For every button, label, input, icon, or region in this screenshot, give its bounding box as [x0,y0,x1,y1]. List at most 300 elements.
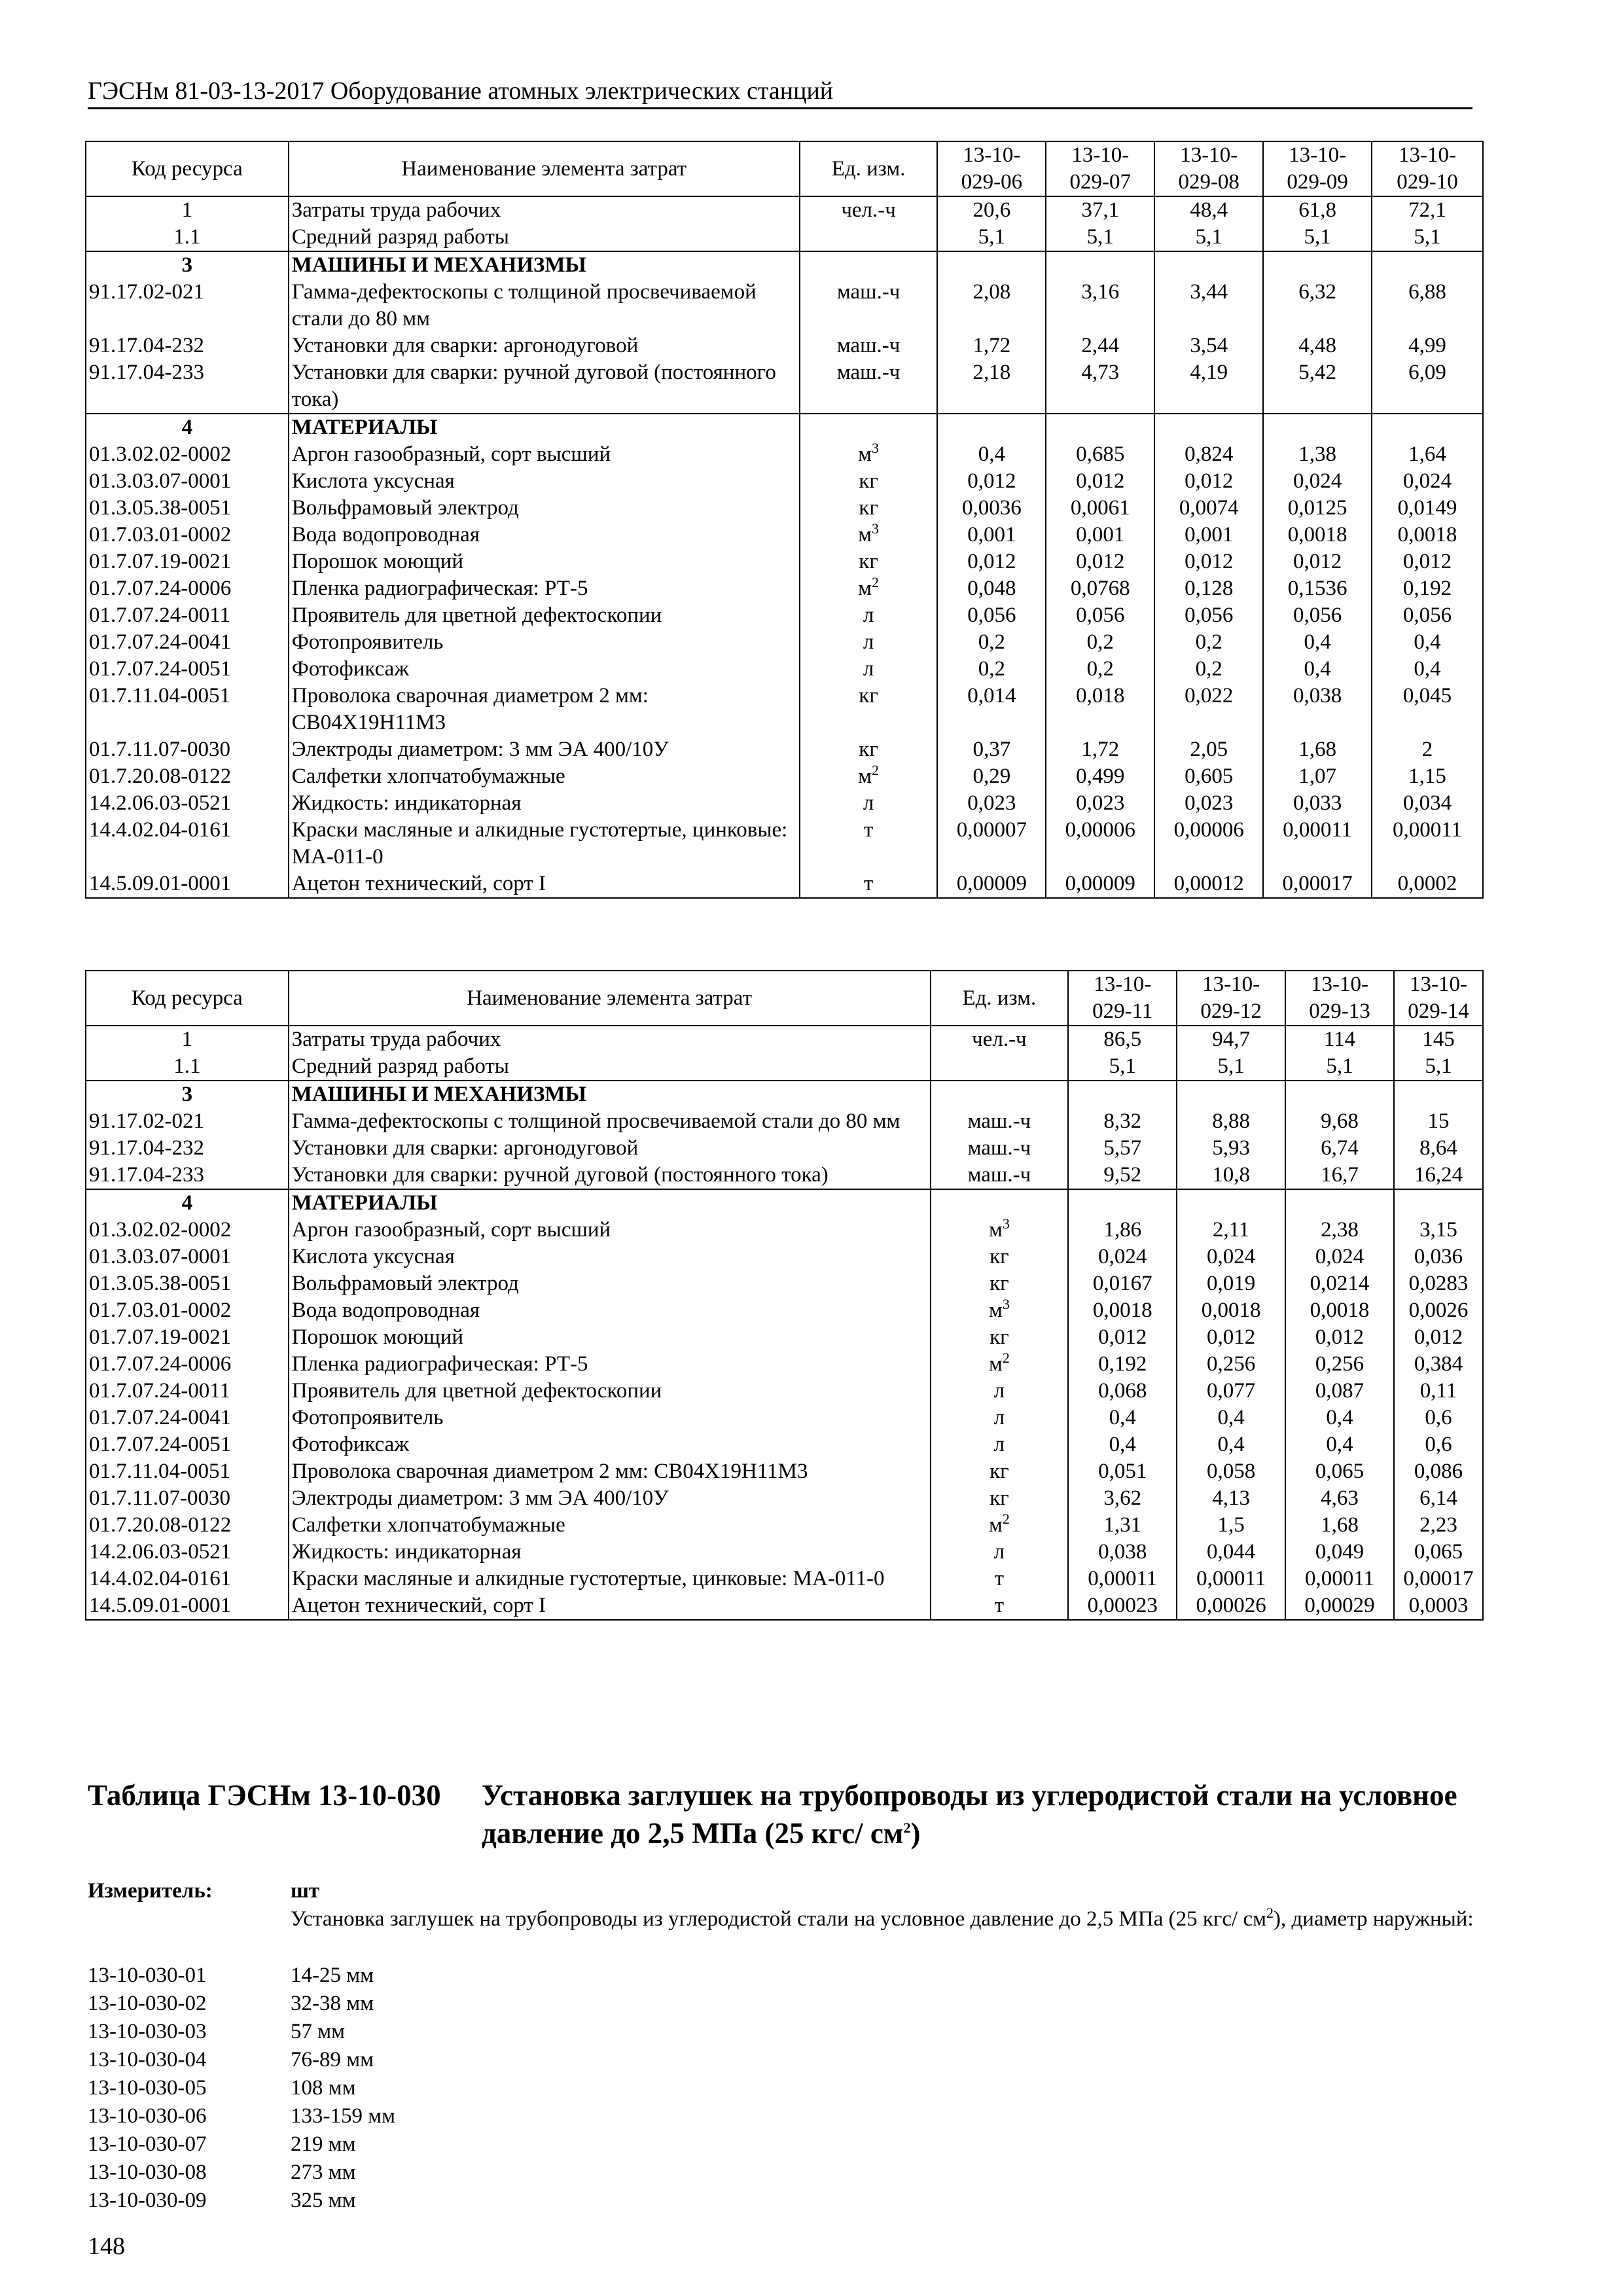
unit-exponent: 3 [1002,1215,1010,1232]
resource-code: 01.3.05.38-0051 [86,495,289,522]
resource-value: 0,034 [1372,790,1483,817]
measure-item-diameter: 325 мм [291,2189,356,2212]
unit-text: л [993,1379,1005,1403]
column-header: 13-10- 029-09 [1263,141,1372,196]
unit-text: маш.-ч [967,1109,1031,1133]
resource-value: 0,6 [1394,1405,1483,1431]
resource-unit [800,790,938,817]
resource-value: 0,4 [1068,1431,1177,1458]
resource-value: 1,68 [1263,736,1372,763]
resource-value: 4,48 [1263,332,1372,359]
resource-code: 01.7.07.19-0021 [86,1324,289,1351]
unit-text: л [863,791,874,815]
unit-text: кг [859,738,878,761]
resource-value: 0,065 [1394,1539,1483,1566]
resource-code: 01.7.07.24-0011 [86,602,289,629]
table-row [86,1431,1483,1458]
resource-name: Затраты труда рабочих [289,196,800,224]
resource-name: Фотопроявитель [289,629,800,656]
resource-value: 2,11 [1177,1217,1285,1244]
resource-unit [800,414,938,441]
resource-value: 0,058 [1177,1458,1285,1485]
resource-value: 0,2 [1046,656,1154,683]
resource-value [937,414,1046,441]
measure-item-code: 13-10-030-09 [88,2189,207,2212]
resource-value: 5,93 [1177,1135,1285,1162]
measure-item-code: 13-10-030-08 [88,2161,207,2184]
resource-name: Ацетон технический, сорт I [289,870,800,898]
table-row [86,1270,1483,1297]
resource-value: 0,023 [1154,790,1263,817]
resource-value [1154,251,1263,279]
resource-value: 0,056 [1154,602,1263,629]
table-row [86,790,1483,817]
measure-item [88,2102,677,2130]
resource-unit [931,1431,1069,1458]
resource-value [1046,414,1154,441]
resource-value: 0,038 [1263,683,1372,736]
resource-value: 8,32 [1068,1108,1177,1135]
resource-value: 0,00011 [1177,1566,1285,1592]
resource-value: 0,2 [1154,656,1263,683]
column-header: 13-10- 029-14 [1394,971,1483,1026]
resource-name: Порошок моющий [289,548,800,575]
resource-value: 0,4 [1263,656,1372,683]
resource-value [1177,1189,1285,1217]
resource-code: 1 [86,196,289,224]
resource-value: 0,023 [1046,790,1154,817]
unit-text: л [993,1406,1005,1429]
resource-value: 0,012 [1046,468,1154,495]
resource-code: 14.2.06.03-0521 [86,790,289,817]
resource-name: Порошок моющий [289,1324,931,1351]
resource-value: 0,056 [1046,602,1154,629]
table-row [86,359,1483,414]
resource-value: 0,012 [1285,1324,1394,1351]
resource-value: 0,00007 [937,817,1046,870]
resource-value: 1,64 [1372,441,1483,468]
resource-value: 15 [1394,1108,1483,1135]
unit-text: кг [990,1325,1009,1349]
table-row [86,1512,1483,1539]
resource-value: 0,00009 [1046,870,1154,898]
resource-value [1154,414,1263,441]
resource-name: Фотофиксаж [289,656,800,683]
resource-value: 5,1 [1154,224,1263,251]
measure-item-code: 13-10-030-06 [88,2104,207,2128]
resource-value: 8,88 [1177,1108,1285,1135]
resource-value: 0,824 [1154,441,1263,468]
unit-text: кг [990,1460,1009,1483]
resource-code: 91.17.04-232 [86,332,289,359]
resource-code: 4 [86,1189,289,1217]
resource-unit [800,224,938,251]
unit-text: чел.-ч [841,198,896,222]
resource-unit [931,1539,1069,1566]
resource-value: 0,00012 [1154,870,1263,898]
resource-value: 0,087 [1285,1378,1394,1405]
table-row [86,1324,1483,1351]
table-row [86,1244,1483,1270]
resource-code: 1.1 [86,1053,289,1081]
resource-name: Гамма-дефектоскопы с толщиной просвечиваемой стали до 80 мм [289,279,800,332]
resource-name: Пленка радиографическая: РТ-5 [289,575,800,602]
measure-item [88,1962,677,1990]
table-row [86,441,1483,468]
table-row [86,736,1483,763]
table-row [86,1405,1483,1431]
measure-item-code: 13-10-030-07 [88,2132,207,2156]
resource-code: 01.7.07.24-0051 [86,656,289,683]
measure-item-diameter: 133-159 мм [291,2104,396,2128]
resource-value: 86,5 [1068,1026,1177,1053]
resource-value: 5,1 [1285,1053,1394,1081]
unit-text: кг [859,496,878,520]
resource-value: 0,1536 [1263,575,1372,602]
resource-value: 48,4 [1154,196,1263,224]
resource-value: 0,2 [937,629,1046,656]
resource-value: 0,086 [1394,1458,1483,1485]
resource-value [1394,1081,1483,1108]
resource-value: 6,88 [1372,279,1483,332]
resource-value: 5,1 [1177,1053,1285,1081]
measure-item-diameter: 57 мм [291,2020,346,2043]
resource-value: 4,99 [1372,332,1483,359]
resource-name: МАШИНЫ И МЕХАНИЗМЫ [289,251,800,279]
resource-name: Жидкость: индикаторная [289,790,800,817]
resource-value: 5,1 [1372,224,1483,251]
resource-value: 0,0018 [1372,522,1483,548]
resource-value: 114 [1285,1026,1394,1053]
measure-item [88,2159,677,2187]
resource-value: 0,0061 [1046,495,1154,522]
table-row [86,1026,1483,1053]
resource-value: 0,036 [1394,1244,1483,1270]
resource-value: 0,4 [1372,629,1483,656]
resource-value: 0,00011 [1263,817,1372,870]
resource-value: 0,044 [1177,1539,1285,1566]
resource-name: МАШИНЫ И МЕХАНИЗМЫ [289,1081,931,1108]
resource-value: 0,256 [1177,1351,1285,1378]
unit-exponent: 3 [1002,1296,1010,1312]
resource-unit [800,468,938,495]
resource-value [937,251,1046,279]
column-header: Код ресурса [86,971,289,1026]
table-row [86,1539,1483,1566]
resource-name: Салфетки хлопчатобумажные [289,1512,931,1539]
resource-value: 5,42 [1263,359,1372,414]
resource-value: 0,0018 [1177,1297,1285,1324]
resource-value: 0,0003 [1394,1592,1483,1620]
resource-value: 1,5 [1177,1512,1285,1539]
table-row [86,763,1483,790]
resource-value: 0,00017 [1263,870,1372,898]
resource-code: 01.3.02.02-0002 [86,441,289,468]
resource-value: 0,685 [1046,441,1154,468]
measure-item-diameter: 273 мм [291,2161,356,2184]
resource-unit [800,359,938,414]
resource-value: 0,001 [1046,522,1154,548]
measure-label: Измеритель: [88,1879,213,1903]
resource-unit [800,575,938,602]
measure-item-code: 13-10-030-03 [88,2020,207,2043]
resource-value [1068,1081,1177,1108]
resource-value: 0,4 [1372,656,1483,683]
resource-unit [931,1244,1069,1270]
resource-value: 0,024 [1177,1244,1285,1270]
unit-text: кг [859,469,878,493]
resource-value: 0,051 [1068,1458,1177,1485]
resource-value: 0,0018 [1263,522,1372,548]
table-row [86,1351,1483,1378]
resource-name: Электроды диаметром: 3 мм ЭА 400/10У [289,736,800,763]
resource-code: 14.5.09.01-0001 [86,870,289,898]
unit-exponent: 3 [872,440,880,456]
resource-unit [800,495,938,522]
measure-item-code: 13-10-030-01 [88,1964,207,1987]
resource-value: 0,022 [1154,683,1263,736]
resource-unit [931,1189,1069,1217]
table-row [86,1485,1483,1512]
table-row [86,251,1483,279]
resource-table-2 [85,970,1484,1621]
resource-value: 0,024 [1068,1244,1177,1270]
measure-item-diameter: 32-38 мм [291,1992,374,2015]
resource-value: 0,37 [937,736,1046,763]
column-header: Код ресурса [86,141,289,196]
resource-unit [800,629,938,656]
resource-code: 3 [86,1081,289,1108]
resource-unit [800,736,938,763]
resource-code: 01.7.07.24-0006 [86,575,289,602]
resource-value [1263,414,1372,441]
resource-value: 0,056 [937,602,1046,629]
resource-unit [931,1217,1069,1244]
resource-code: 01.7.07.19-0021 [86,548,289,575]
resource-value: 0,0074 [1154,495,1263,522]
resource-value: 1,72 [1046,736,1154,763]
table-row [86,1135,1483,1162]
column-header: Ед. изм. [800,141,938,196]
unit-text: т [994,1567,1005,1590]
resource-unit [931,1405,1069,1431]
unit-text: т [863,818,874,842]
resource-value: 2,38 [1285,1217,1394,1244]
resource-value: 0,077 [1177,1378,1285,1405]
resource-value: 0,012 [1372,548,1483,575]
resource-value: 10,8 [1177,1162,1285,1189]
unit-text: м [988,1352,1003,1376]
column-header: 13-10- 029-06 [937,141,1046,196]
resource-code: 01.7.03.01-0002 [86,1297,289,1324]
unit-text: маш.-ч [967,1163,1031,1187]
resource-code: 01.7.11.04-0051 [86,1458,289,1485]
resource-value: 0,4 [1177,1431,1285,1458]
resource-value: 0,012 [1263,548,1372,575]
measure-item-diameter: 76-89 мм [291,2048,374,2072]
resource-value: 0,256 [1285,1351,1394,1378]
table-row [86,870,1483,898]
resource-value: 0,4 [1068,1405,1177,1431]
column-header: 13-10- 029-10 [1372,141,1483,196]
resource-value: 0,024 [1263,468,1372,495]
resource-name: Средний разряд работы [289,224,800,251]
unit-text: м [858,442,872,466]
resource-value: 9,68 [1285,1108,1394,1135]
table-row [86,224,1483,251]
resource-value: 0,001 [1154,522,1263,548]
unit-exponent: 2 [872,762,880,778]
resource-code: 01.7.07.24-0041 [86,629,289,656]
resource-value: 0,00026 [1177,1592,1285,1620]
table-row [86,1297,1483,1324]
resource-code: 01.7.07.24-0011 [86,1378,289,1405]
resource-unit [800,196,938,224]
resource-code: 01.7.20.08-0122 [86,1512,289,1539]
resource-value: 0,384 [1394,1351,1483,1378]
resource-unit [931,1566,1069,1592]
column-header: Ед. изм. [931,971,1069,1026]
table-row [86,548,1483,575]
resource-value: 0,2 [1154,629,1263,656]
unit-text: л [993,1540,1005,1564]
resource-code: 1.1 [86,224,289,251]
resource-value: 2 [1372,736,1483,763]
resource-value: 0,065 [1285,1458,1394,1485]
resource-unit [931,1026,1069,1053]
unit-text: кг [990,1486,1009,1510]
resource-code: 01.3.05.38-0051 [86,1270,289,1297]
resource-value: 0,012 [1394,1324,1483,1351]
resource-code: 01.7.07.24-0041 [86,1405,289,1431]
resource-unit [931,1081,1069,1108]
resource-code: 91.17.04-233 [86,359,289,414]
resource-name: Краски масляные и алкидные густотертые, цинковые: МА-011-0 [289,817,800,870]
table-row [86,332,1483,359]
table-row [86,1566,1483,1592]
resource-value: 0,00011 [1372,817,1483,870]
resource-value: 0,0283 [1394,1270,1483,1297]
resource-unit [800,683,938,736]
resource-value: 0,29 [937,763,1046,790]
unit-text: кг [859,684,878,708]
resource-name: Средний разряд работы [289,1053,931,1081]
resource-value: 6,09 [1372,359,1483,414]
resource-name: Аргон газообразный, сорт высший [289,441,800,468]
resource-name: Жидкость: индикаторная [289,1539,931,1566]
resource-unit [931,1485,1069,1512]
table-row [86,495,1483,522]
unit-text: маш.-ч [967,1136,1031,1160]
resource-value: 2,44 [1046,332,1154,359]
measure-item-diameter: 14-25 мм [291,1964,374,1987]
resource-value: 4,73 [1046,359,1154,414]
table-row [86,1458,1483,1485]
resource-name: Краски масляные и алкидные густотертые, цинковые: МА-011-0 [289,1566,931,1592]
resource-unit [931,1351,1069,1378]
resource-unit [931,1108,1069,1135]
resource-unit [931,1378,1069,1405]
resource-unit [800,522,938,548]
table-row [86,468,1483,495]
resource-unit [800,441,938,468]
resource-value: 0,048 [937,575,1046,602]
resource-name: Салфетки хлопчатобумажные [289,763,800,790]
measure-description: Установка заглушек на трубопроводы из углеродистой стали на условное давление до 2,5 МПа (25 кгс/ $см^2$), диаметр наружный: [291,1905,1474,1931]
table-row [86,1081,1483,1108]
resource-value: 0,024 [1372,468,1483,495]
resource-value [1372,251,1483,279]
resource-value: 4,19 [1154,359,1263,414]
unit-text: м [988,1299,1003,1322]
resource-value: 3,16 [1046,279,1154,332]
column-header: Наименование элемента затрат [289,141,800,196]
resource-code: 01.7.03.01-0002 [86,522,289,548]
resource-name: Вольфрамовый электрод [289,495,800,522]
resource-code: 3 [86,251,289,279]
resource-value: 2,08 [937,279,1046,332]
resource-value: 61,8 [1263,196,1372,224]
measure-item-diameter: 219 мм [291,2132,356,2156]
resource-unit [931,1162,1069,1189]
resource-name: Установки для сварки: аргонодуговой [289,1135,931,1162]
resource-value: 0,4 [937,441,1046,468]
unit-text: т [994,1594,1005,1617]
unit-exponent: 3 [872,520,880,537]
resource-value [1285,1189,1394,1217]
resource-name: Гамма-дефектоскопы с толщиной просвечиваемой стали до 80 мм [289,1108,931,1135]
resource-value: 0,019 [1177,1270,1285,1297]
resource-unit [800,279,938,332]
resource-value: 3,54 [1154,332,1263,359]
resource-value: 5,1 [937,224,1046,251]
resource-value: 5,1 [1046,224,1154,251]
resource-name: Ацетон технический, сорт I [289,1592,931,1620]
resource-value: 0,128 [1154,575,1263,602]
resource-value: 0,012 [1154,548,1263,575]
resource-name: Установки для сварки: ручной дуговой (постоянного тока) [289,1162,931,1189]
resource-value [1068,1189,1177,1217]
resource-value: 0,038 [1068,1539,1177,1566]
resource-code: 01.7.07.24-0051 [86,1431,289,1458]
resource-value: 37,1 [1046,196,1154,224]
table-row [86,629,1483,656]
resource-value: 0,0214 [1285,1270,1394,1297]
resource-code: 1 [86,1026,289,1053]
resource-unit [931,1458,1069,1485]
unit-text: кг [859,550,878,573]
unit-exponent: 2 [1002,1511,1010,1527]
resource-unit [800,763,938,790]
resource-code: 91.17.04-233 [86,1162,289,1189]
resource-value: 6,32 [1263,279,1372,332]
resource-value: 0,012 [1046,548,1154,575]
resource-value: 0,00029 [1285,1592,1394,1620]
resource-code: 14.5.09.01-0001 [86,1592,289,1620]
resource-table-1 [85,141,1484,899]
resource-value: 1,31 [1068,1512,1177,1539]
resource-value: 5,1 [1394,1053,1483,1081]
resource-value: 4,63 [1285,1485,1394,1512]
resource-name: Фотофиксаж [289,1431,931,1458]
resource-value: 0,6 [1394,1431,1483,1458]
resource-code: 91.17.02-021 [86,279,289,332]
resource-value: 0,033 [1263,790,1372,817]
resource-value: 0,11 [1394,1378,1483,1405]
resource-value: 9,52 [1068,1162,1177,1189]
resource-value: 0,012 [1068,1324,1177,1351]
table-row [86,575,1483,602]
